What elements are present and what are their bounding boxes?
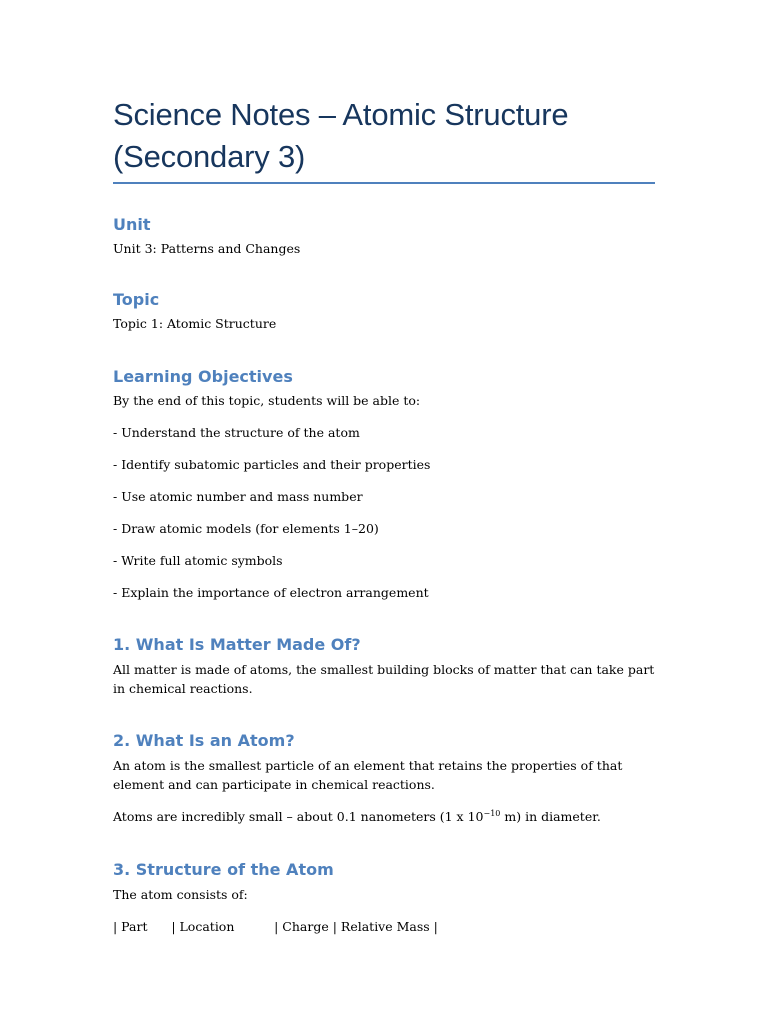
- page-title: [113, 94, 655, 184]
- objective-item: - Understand the structure of the atom: [113, 425, 360, 440]
- atom-size-text: [113, 807, 655, 826]
- objective-item: - Write full atomic symbols: [113, 553, 283, 568]
- section-structure-intro: The atom consists of:: [113, 887, 248, 902]
- atom-size-after: m) in diameter.: [500, 809, 601, 824]
- topic-text: Topic 1: Atomic Structure: [113, 316, 277, 331]
- atom-size-before: Atoms are incredibly small – about 0.1 nanometers (1 x 10: [113, 809, 484, 824]
- unit-text: Unit 3: Patterns and Changes: [113, 241, 301, 256]
- topic-heading: Topic: [113, 290, 160, 309]
- objectives-intro: By the end of this topic, students will be able to:: [113, 393, 421, 408]
- structure-table-header: | Part | Location | Charge | Relative Mass |: [113, 919, 438, 934]
- title-line-1: Science Notes – Atomic Structure: [113, 97, 569, 132]
- objective-item: - Identify subatomic particles and their properties: [113, 457, 431, 472]
- objectives-heading: Learning Objectives: [113, 367, 293, 386]
- section-structure-heading: 3. Structure of the Atom: [113, 860, 334, 879]
- section-matter-text: All matter is made of atoms, the smallest building blocks of matter that can take part in chemical reactions.: [113, 662, 655, 696]
- title-line-2: (Secondary 3): [113, 139, 306, 174]
- document-page: [113, 94, 655, 936]
- objective-item: - Draw atomic models (for elements 1–20): [113, 521, 379, 536]
- atom-size-exponent: −10: [483, 808, 501, 818]
- section-matter: [113, 634, 655, 698]
- section-atom-heading: 2. What Is an Atom?: [113, 731, 295, 750]
- section-atom-text: An atom is the smallest particle of an element that retains the properties of that element and can participate in chemical reactions.: [113, 758, 623, 792]
- section-structure: [113, 859, 655, 936]
- section-matter-heading: 1. What Is Matter Made Of?: [113, 635, 361, 654]
- unit-heading: Unit: [113, 215, 151, 234]
- objective-item: - Use atomic number and mass number: [113, 489, 363, 504]
- unit-section: [113, 214, 655, 258]
- objectives-section: [113, 366, 655, 602]
- section-atom: [113, 730, 655, 826]
- topic-section: [113, 289, 655, 333]
- objective-item: - Explain the importance of electron arrangement: [113, 585, 429, 600]
